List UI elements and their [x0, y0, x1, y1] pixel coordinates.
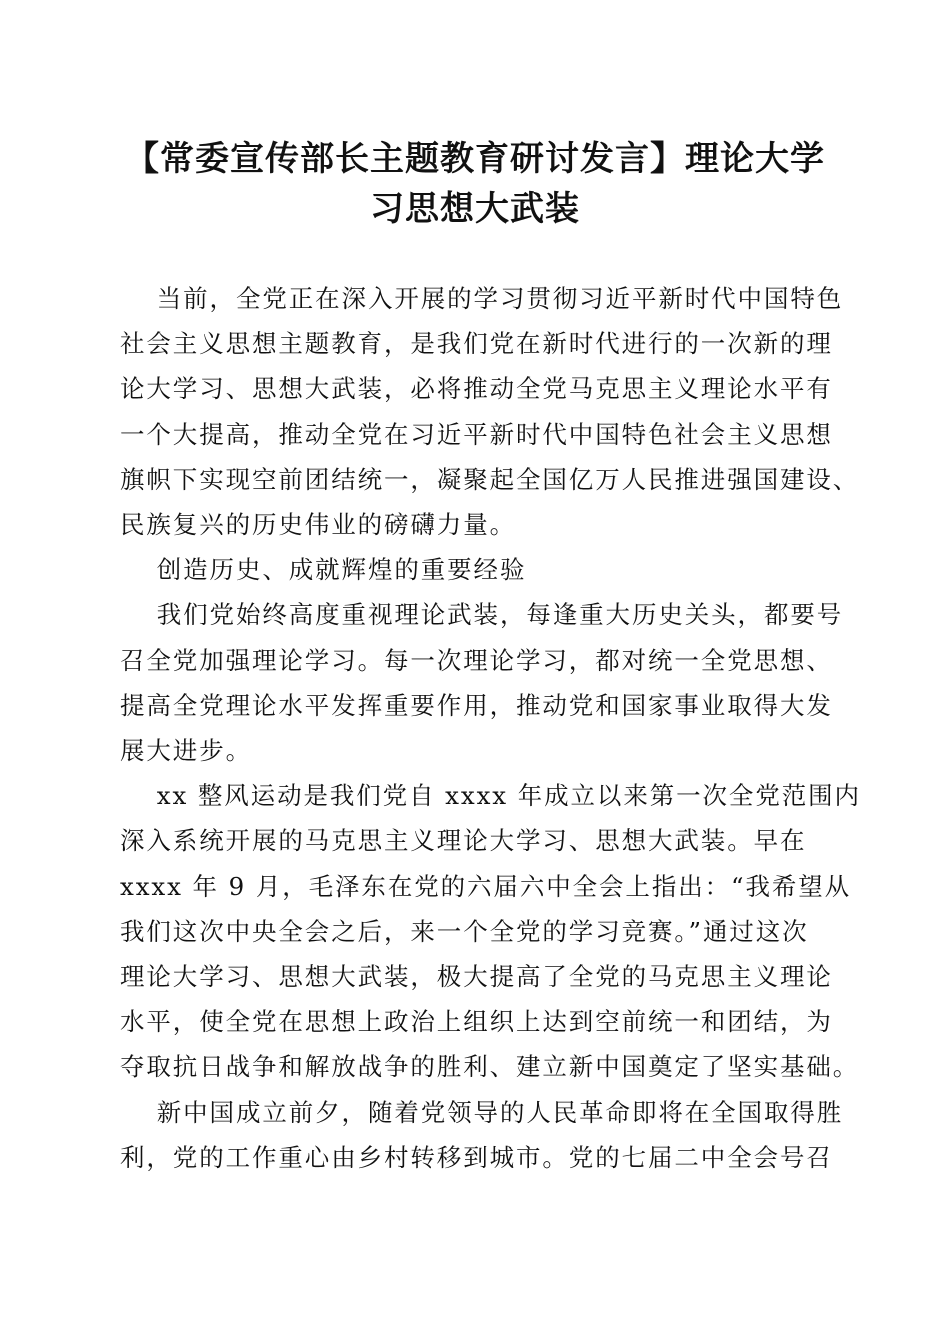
text-line: 我们这次中央全会之后，来一个全党的学习竞赛。”通过这次 [120, 916, 809, 946]
text-line: 夺取抗日战争和解放战争的胜利、建立新中国奠定了坚实基础。 [120, 1052, 860, 1082]
text-line: 水平，使全党在思想上政治上组织上达到空前统一和团结，为 [120, 1007, 833, 1037]
section-heading [120, 547, 828, 592]
text-line: 论大学习、思想大武装，必将推动全党马克思主义理论水平有 [120, 374, 833, 404]
text-line: 利，党的工作重心由乡村转移到城市。党的七届二中全会号召 [120, 1142, 833, 1172]
text-line: 一个大提高，推动全党在习近平新时代中国特色社会主义思想 [120, 419, 833, 449]
text-line: 当前，全党正在深入开展的学习贯彻习近平新时代中国特色 [156, 284, 844, 313]
text-line: 展大进步。 [120, 736, 252, 766]
text-line: 我们党始终高度重视理论武装，每逢重大历史关头，都要号 [156, 600, 844, 630]
title-line-2: 习思想大武装 [370, 189, 580, 229]
text-line: 提高全党理论水平发挥重要作用，推动党和国家事业取得大发 [120, 690, 833, 720]
text-line: xx 整风运动是我们党自 xxxx 年成立以来第一次全党范围内 [156, 781, 861, 811]
text-line: 深入系统开展的马克思主义理论大学习、思想大武装。早在 [120, 826, 807, 856]
paragraph-intro [120, 276, 860, 547]
document-body [120, 276, 861, 1180]
text-line: 民族复兴的历史伟业的磅礴力量。 [120, 510, 516, 540]
document-title [110, 134, 840, 234]
text-line: 召全党加强理论学习。每一次理论学习，都对统一全党思想、 [120, 645, 833, 675]
paragraph-rectification [120, 773, 861, 1089]
paragraph-founding [120, 1090, 844, 1180]
text-line: 新中国成立前夕，随着党领导的人民革命即将在全国取得胜 [156, 1097, 844, 1127]
text-line: 理论大学习、思想大武装，极大提高了全党的马克思主义理论 [120, 962, 833, 992]
text-line: 旗帜下实现空前团结统一，凝聚起全国亿万人民推进强国建设、 [120, 464, 860, 494]
title-line-1: 【常委宣传部长主题教育研讨发言】理论大学 [125, 139, 825, 179]
paragraph-theory [120, 592, 844, 773]
text-line: 社会主义思想主题教育，是我们党在新时代进行的一次新的理 [120, 329, 833, 359]
text-line: 创造历史、成就辉煌的重要经验 [156, 555, 527, 585]
text-line: xxxx 年 9 月，毛泽东在党的六届六中全会上指出：“我希望从 [120, 871, 852, 901]
